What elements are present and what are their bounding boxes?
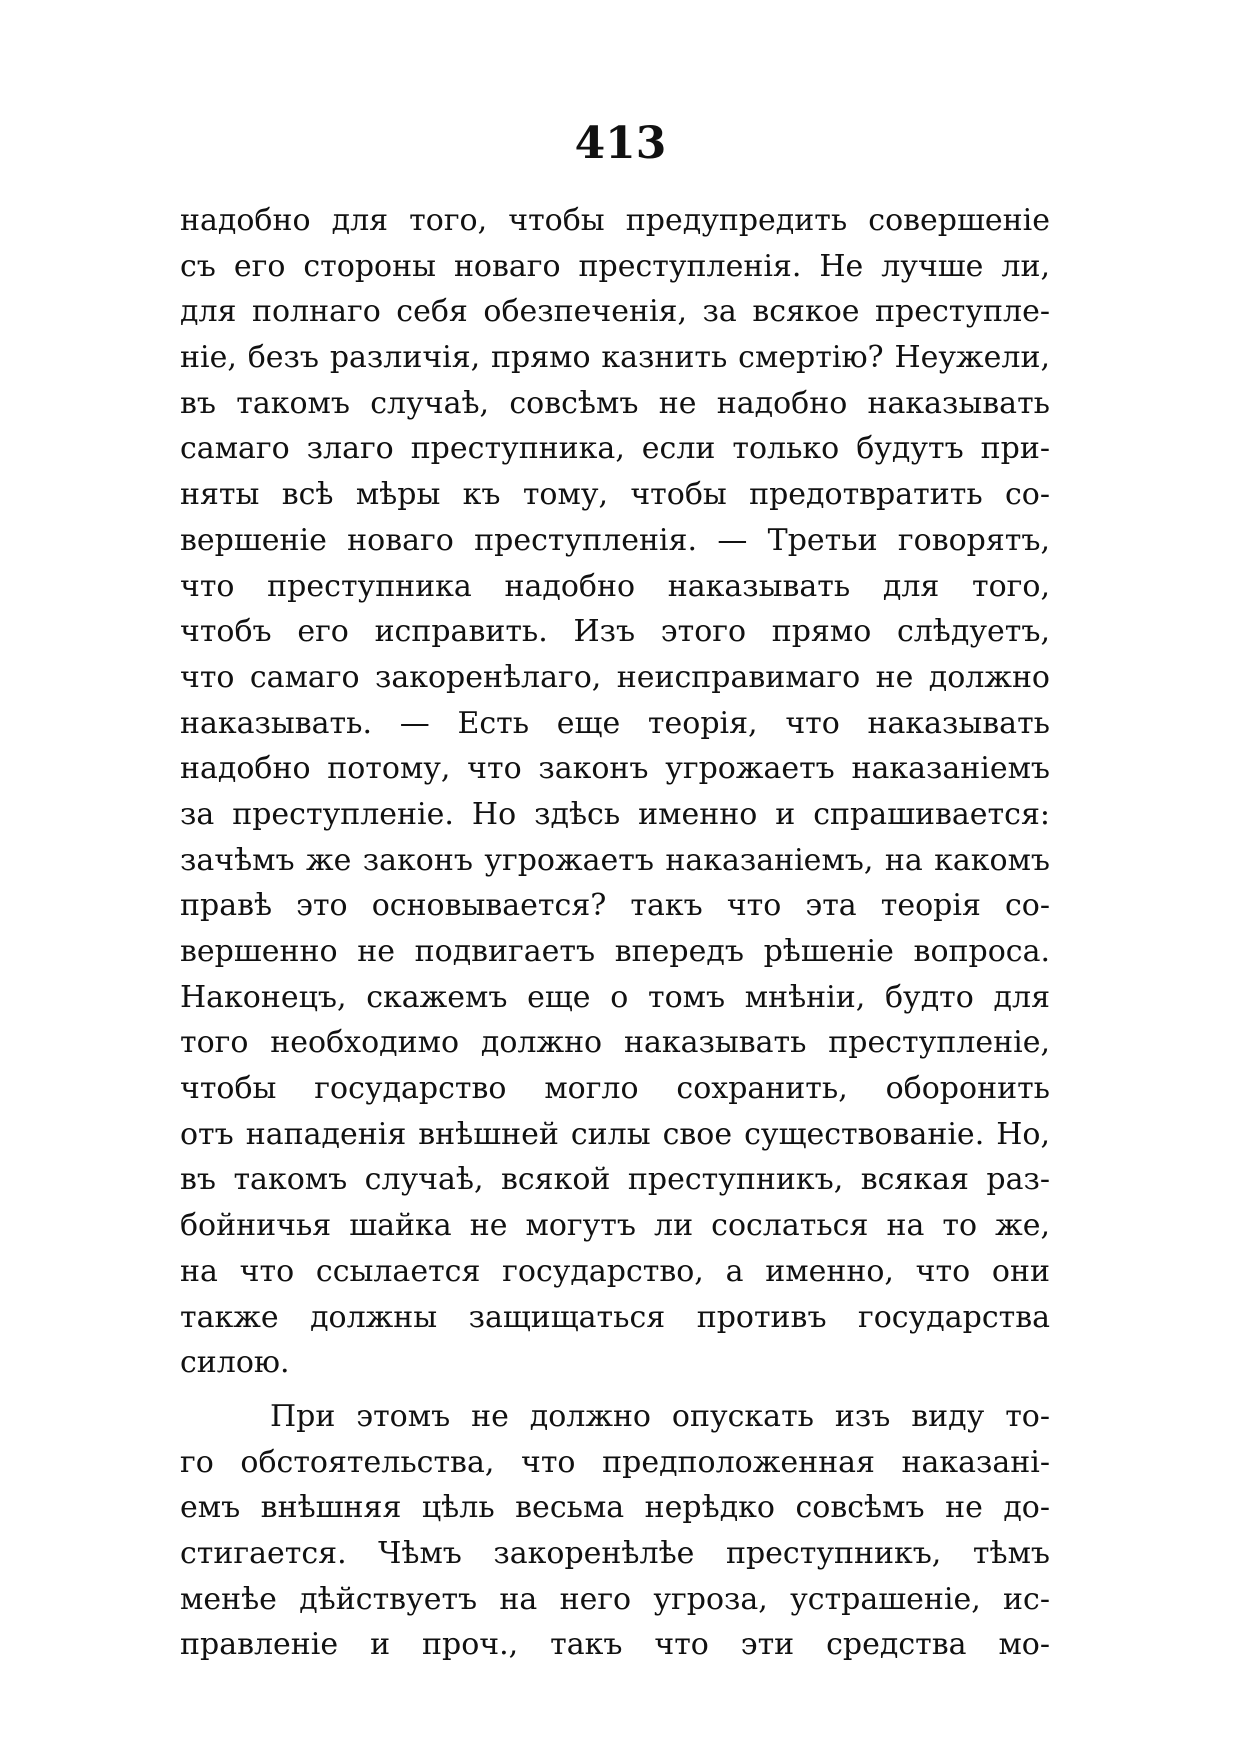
paragraph-gap [180,1386,1050,1394]
text-line: что преступника надобно наказывать для того, [180,568,1050,604]
page-number: 413 [574,118,667,169]
text-line: го обстоятельства, что предположенная наказані- [180,1444,1050,1480]
text-line: силою. [180,1345,290,1381]
body-text [180,198,1050,1668]
text-line: ніе, безъ различія, прямо казнить смертію? Неужели, [180,340,1050,376]
text-line: няты всѣ мѣры къ тому, чтобы предотвратить со- [180,477,1050,513]
text-line: надобно потому, что законъ угрожаетъ наказаніемъ [180,751,1050,787]
text-line: того необходимо должно наказывать преступленіе, [180,1025,1050,1061]
text-line: что самаго закоренѣлаго, неисправимаго не должно [180,659,1050,695]
text-line: вершенно не подвигаетъ впередъ рѣшеніе вопроса. [180,934,1050,969]
text-line: зачѣмъ же законъ угрожаетъ наказаніемъ, на какомъ [180,842,1050,878]
text-line: съ его стороны новаго преступленія. Не лучше ли, [180,248,1050,284]
text-line: Наконецъ, скажемъ еще о томъ мнѣніи, будто для [180,979,1050,1015]
text-line: вершеніе новаго преступленія. — Третьи говорятъ, [180,522,1050,558]
text-line: на что ссылается государство, а именно, что они [180,1253,1050,1289]
text-line: чтобъ его исправить. Изъ этого прямо слѣдуетъ, [180,614,1050,650]
text-line: менѣе дѣйствуетъ на него угроза, устрашеніе, ис- [180,1581,1050,1617]
text-line: въ такомъ случаѣ, совсѣмъ не надобно наказывать [180,385,1050,421]
paragraph-1 [180,198,1050,1386]
text-line: емъ внѣшняя цѣль весьма нерѣдко совсѣмъ не до- [180,1490,1050,1526]
text-line: бойничья шайка не могутъ ли сослаться на то же, [180,1208,1050,1244]
text-line: также должны защищаться противъ государства [180,1299,1050,1335]
text-line: чтобы государство могло сохранить, оборонить [180,1071,1050,1107]
text-line: наказывать. — Есть еще теорія, что наказывать [180,705,1050,741]
text-line: правѣ это основывается? такъ что эта теорія со- [180,888,1050,924]
text-line: за преступленіе. Но здѣсь именно и спрашивается: [180,796,1050,832]
text-line: правленіе и проч., такъ что эти средства мо- [180,1627,1050,1663]
text-line: стигается. Чѣмъ закоренѣлѣе преступникъ, тѣмъ [180,1535,1050,1571]
text-line: При этомъ не должно опускать изъ виду то- [270,1398,1050,1434]
text-line: для полнаго себя обезпеченія, за всякое преступле- [180,294,1050,330]
text-line: отъ нападенія внѣшней силы свое существованіе. Но, [180,1116,1050,1152]
text-line: самаго злаго преступника, если только будутъ при- [180,431,1050,467]
text-line: надобно для того, чтобы предупредить совершеніе [180,203,1050,238]
paragraph-2 [180,1394,1050,1668]
text-line: въ такомъ случаѣ, всякой преступникъ, всякая раз- [180,1162,1050,1198]
